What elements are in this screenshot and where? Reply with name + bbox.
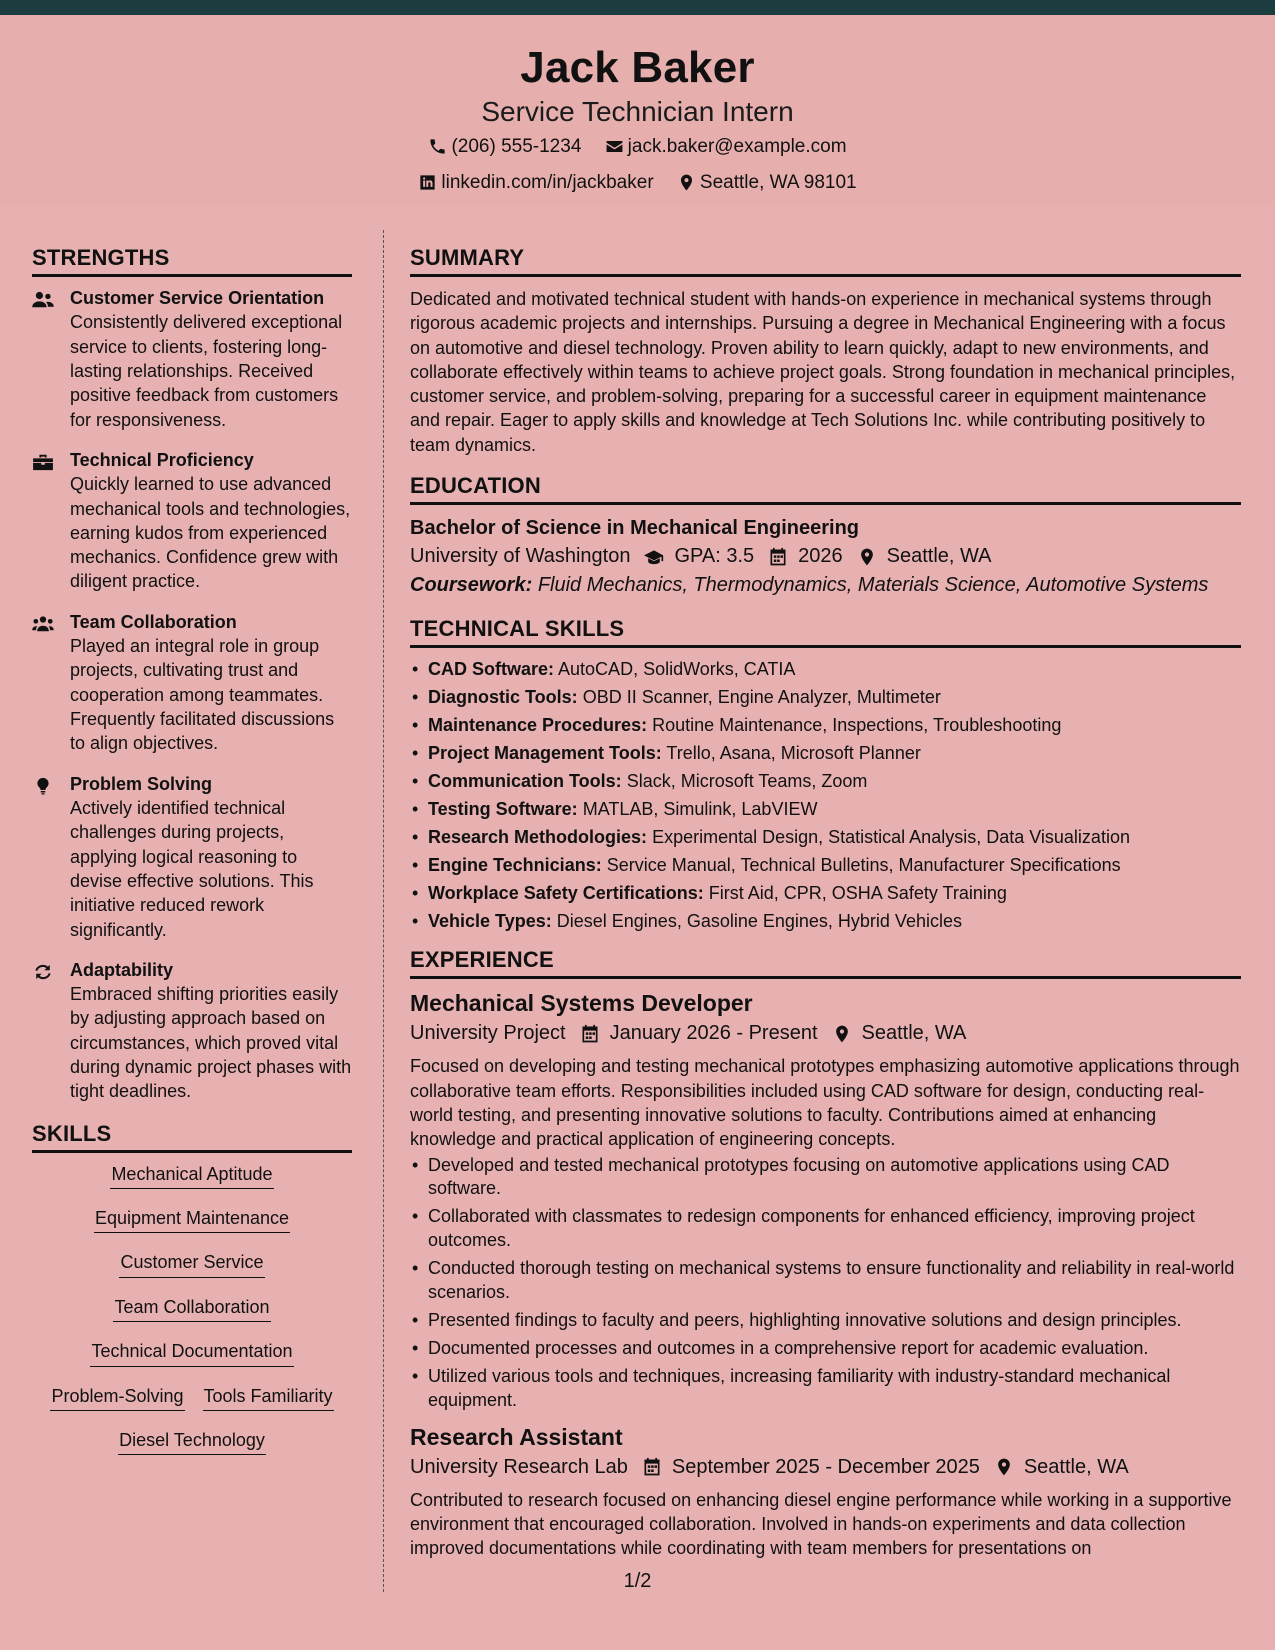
skills-heading: SKILLS [32, 1121, 352, 1153]
job-dates: January 2026 - Present [609, 1022, 818, 1045]
phone-icon [428, 137, 447, 156]
column-divider [383, 230, 384, 1592]
strength-title: Customer Service Orientation [70, 288, 325, 308]
list-item: • Collaborated with classmates to redesign components for enhanced efficiency, improving project outcomes. [410, 1205, 1241, 1253]
refresh-icon [32, 963, 54, 981]
job-title: Mechanical Systems Developer [410, 990, 753, 1017]
list-item: • Conducted thorough testing on mechanical systems to ensure functionality and reliability in real-world scenarios. [410, 1257, 1241, 1305]
strength-item [32, 449, 352, 594]
contact-line-2 [0, 170, 1275, 200]
strength-desc: Actively identified technical challenges during projects, applying logical reasoning to devise effective solutions. This initiative reduced rework significantly. [70, 798, 314, 940]
strength-title: Team Collaboration [70, 611, 237, 632]
skill-tag: Equipment Maintenance [94, 1207, 290, 1233]
tech-skill-value: First Aid, CPR, OSHA Safety Training [708, 882, 1007, 903]
skill-tag: Mechanical Aptitude [110, 1163, 273, 1189]
list-item: • Documented processes and outcomes in a comprehensive report for academic evaluation. [410, 1337, 1241, 1361]
strength-desc: Played an integral role in group projects, cultivating trust and cooperation among teammates. Frequently facilitated discussions to align objectives. [70, 636, 335, 754]
users-icon [32, 291, 54, 309]
list-item [410, 658, 1241, 682]
map-pin-icon [994, 1457, 1014, 1477]
contact-email[interactable] [605, 134, 847, 160]
degree-title: Bachelor of Science in Mechanical Engineering [410, 517, 860, 540]
strength-item [32, 287, 352, 432]
strength-desc: Embraced shifting priorities easily by adjusting approach based on circumstances, which proved vital during dynamic project phases with tight deadlines. [70, 984, 352, 1102]
list-item [410, 742, 1241, 766]
strength-item [32, 773, 352, 942]
list-item [410, 770, 1241, 794]
calendar-icon [580, 1024, 600, 1044]
strength-item [32, 959, 352, 1104]
tech-skill-value: Slack, Microsoft Teams, Zoom [626, 770, 868, 791]
map-pin-icon [677, 173, 696, 192]
candidate-name: Jack Baker [520, 43, 755, 92]
calendar-icon [642, 1457, 662, 1477]
strength-item [32, 611, 352, 756]
resume-header [0, 15, 1275, 205]
technical-skills-heading: TECHNICAL SKILLS [410, 616, 1241, 648]
gpa-text: GPA: 3.5 [674, 545, 755, 568]
tech-skill-label: Maintenance Procedures: [428, 714, 648, 735]
tech-skill-label: Diagnostic Tools: [428, 687, 578, 708]
job-org: University Research Lab [410, 1455, 628, 1478]
skills-list [32, 1163, 352, 1456]
list-item [410, 686, 1241, 710]
list-item [410, 910, 1241, 934]
job-dates: September 2025 - December 2025 [671, 1455, 980, 1478]
list-item: • Developed and tested mechanical prototypes focusing on automotive applications using CAD software. [410, 1154, 1241, 1202]
list-item [410, 882, 1241, 906]
strengths-heading: STRENGTHS [32, 245, 352, 277]
tech-skill-label: CAD Software: [428, 659, 555, 680]
summary-heading: SUMMARY [410, 245, 1241, 277]
tech-skill-label: Research Methodologies: [428, 826, 648, 847]
skill-tag: Problem-Solving [50, 1385, 184, 1411]
map-pin-icon [857, 547, 877, 567]
job-description: Focused on developing and testing mechanical prototypes emphasizing automotive applications through collaborative team efforts. Responsibilities included using CAD software for design, conducting real-world testing, and presenting innovative solutions to faculty. Contributions aimed at enhancing knowledge and practical application of engineering concepts. [410, 1056, 1240, 1150]
technical-skills-list [410, 658, 1241, 933]
right-column [410, 245, 1241, 1561]
list-item [410, 826, 1241, 850]
map-pin-icon [832, 1024, 852, 1044]
experience-heading: EXPERIENCE [410, 947, 1241, 979]
job-description: Contributed to research focused on enhancing diesel engine performance while working in a supportive environment that encouraged collaboration. Involved in hands-on experiments and data collection improved documentations while coordinating with team members for presentations on [410, 1489, 1232, 1559]
strength-title: Technical Proficiency [70, 449, 254, 470]
candidate-title: Service Technician Intern [481, 95, 794, 127]
job-meta [410, 1019, 1241, 1048]
graduation-cap-icon [644, 547, 664, 567]
education-meta [410, 542, 1241, 571]
coursework [410, 571, 1241, 600]
calendar-icon [768, 547, 788, 567]
job-location: Seattle, WA [1023, 1455, 1129, 1478]
linkedin-text: linkedin.com/in/jackbaker [441, 171, 654, 193]
tech-skill-value: Diesel Engines, Gasoline Engines, Hybrid Vehicles [556, 910, 962, 931]
skill-tag: Tools Familiarity [203, 1385, 334, 1411]
skill-tag: Team Collaboration [113, 1296, 270, 1322]
strength-desc: Quickly learned to use advanced mechanical tools and technologies, earning kudos from experienced mechanics. Confidence grew with diligent practice. [70, 474, 351, 592]
school-name: University of Washington [410, 545, 631, 568]
tech-skill-label: Vehicle Types: [428, 910, 552, 931]
team-icon [32, 615, 54, 633]
tech-skill-value: Service Manual, Technical Bulletins, Manufacturer Specifications [606, 854, 1121, 875]
skill-tag: Technical Documentation [90, 1340, 293, 1366]
tech-skill-value: Experimental Design, Statistical Analysis, Data Visualization [652, 826, 1130, 847]
tech-skill-label: Project Management Tools: [428, 742, 662, 763]
strength-title: Adaptability [70, 959, 174, 980]
contact-line-1 [0, 134, 1275, 164]
lightbulb-icon [32, 777, 54, 795]
tech-skill-value: MATLAB, Simulink, LabVIEW [582, 798, 818, 819]
tech-skill-label: Engine Technicians: [428, 854, 602, 875]
job-bullets [410, 1154, 1241, 1413]
location-text: Seattle, WA 98101 [699, 171, 857, 193]
strength-desc: Consistently delivered exceptional service to clients, fostering long-lasting relationships. Received positive feedback from customers for responsiveness. [70, 312, 343, 430]
envelope-icon [605, 137, 624, 156]
coursework-list: Fluid Mechanics, Thermodynamics, Materials Science, Automotive Systems [537, 574, 1209, 597]
tech-skill-value: AutoCAD, SolidWorks, CATIA [558, 659, 796, 680]
job-entry [410, 1423, 1241, 1561]
list-item [410, 798, 1241, 822]
contact-location [677, 170, 857, 196]
graduation-year: 2026 [798, 545, 843, 568]
coursework-label: Coursework: [410, 574, 533, 597]
tech-skill-value: OBD II Scanner, Engine Analyzer, Multimeter [582, 687, 941, 708]
left-column [32, 245, 352, 1473]
tech-skill-label: Communication Tools: [428, 770, 622, 791]
list-item [410, 714, 1241, 738]
strength-title: Problem Solving [70, 773, 213, 794]
list-item: • Utilized various tools and techniques, increasing familiarity with industry-standard mechanical equipment. [410, 1365, 1241, 1413]
job-entry [410, 989, 1241, 1412]
linkedin-icon [418, 173, 437, 192]
toolbox-icon [32, 453, 54, 471]
education-heading: EDUCATION [410, 473, 1241, 505]
tech-skill-label: Testing Software: [428, 798, 578, 819]
contact-phone [428, 134, 581, 160]
list-item: • Presented findings to faculty and peers, highlighting innovative solutions and design principles. [410, 1309, 1241, 1333]
list-item [410, 854, 1241, 878]
education-location: Seattle, WA [886, 545, 992, 568]
skill-tag: Diesel Technology [118, 1429, 266, 1455]
contact-linkedin[interactable] [418, 170, 653, 196]
job-meta [410, 1453, 1241, 1482]
page-number: 1/2 [623, 1570, 652, 1592]
top-accent-bar [0, 0, 1275, 15]
job-org: University Project [410, 1022, 566, 1045]
skill-tag: Customer Service [119, 1251, 264, 1277]
phone-text: (206) 555-1234 [451, 135, 582, 157]
job-location: Seattle, WA [861, 1022, 967, 1045]
tech-skill-value: Routine Maintenance, Inspections, Troubleshooting [652, 714, 1062, 735]
summary-text: Dedicated and motivated technical student with hands-on experience in mechanical systems through rigorous academic projects and internships. Pursuing a degree in Mechanical Engineering with a focus on automotive and diesel technology. Proven ability to learn quickly, adapt to new environments, and collaborate effectively within teams to achieve project goals. Strong foundation in mechanical principles, customer service, and problem-solving, preparing for a successful career in equipment maintenance and repair. Eager to apply skills and knowledge at Tech Solutions Inc. while contributing positively to team dynamics. [410, 289, 1236, 455]
tech-skill-label: Workplace Safety Certifications: [428, 882, 704, 903]
job-title: Research Assistant [410, 1423, 623, 1450]
tech-skill-value: Trello, Asana, Microsoft Planner [666, 742, 921, 763]
email-text: jack.baker@example.com [627, 135, 847, 157]
